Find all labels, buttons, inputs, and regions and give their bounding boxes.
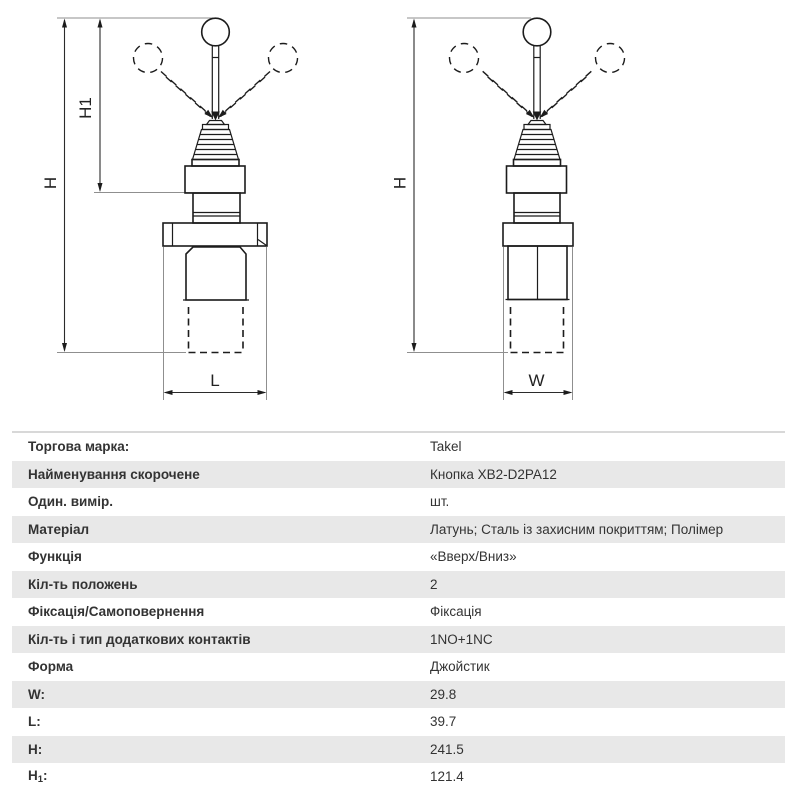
spec-label: Форма: [28, 659, 74, 675]
spec-value: шт.: [430, 494, 450, 510]
spec-value: Фіксація: [430, 604, 482, 620]
spec-row: [12, 571, 785, 599]
spec-label: Найменування скорочене: [28, 466, 200, 482]
spec-row: [12, 626, 785, 654]
dim-label-h-front: H: [41, 176, 60, 190]
spec-value: 121.4: [430, 769, 464, 785]
spec-label: Фіксація/Самоповернення: [28, 604, 205, 620]
spec-label: H:: [28, 741, 43, 757]
dim-label-w: W: [528, 371, 545, 390]
spec-row: [12, 763, 785, 791]
spec-label: Кіл-ть положень: [28, 576, 138, 592]
spec-row: [12, 543, 785, 571]
spec-row: [12, 681, 785, 709]
spec-row: [12, 653, 785, 681]
spec-label: Торгова марка:: [28, 439, 130, 455]
spec-value: Латунь; Сталь із захисним покриттям; Полімер: [430, 521, 724, 537]
spec-row: [12, 433, 785, 461]
spec-value: Джойстик: [430, 659, 490, 675]
spec-label: Функція: [28, 549, 82, 565]
joystick-front-view: [41, 18, 298, 400]
spec-value: «Вверх/Вниз»: [430, 549, 517, 565]
joystick-side-view: [391, 18, 625, 400]
spec-table: [12, 431, 785, 791]
spec-row: [12, 736, 785, 764]
spec-row: [12, 461, 785, 489]
spec-row: [12, 516, 785, 544]
spec-label: W:: [28, 686, 45, 702]
dim-label-l: L: [210, 371, 220, 390]
spec-label: Кіл-ть і тип додаткових контактів: [28, 631, 251, 647]
spec-value: Takel: [430, 439, 462, 455]
spec-row: [12, 488, 785, 516]
spec-value: 241.5: [430, 741, 464, 757]
spec-value: 29.8: [430, 686, 457, 702]
spec-label: Матеріал: [28, 521, 90, 537]
spec-label: L:: [28, 714, 41, 730]
dim-label-h-side: H: [390, 176, 410, 190]
spec-label: Один. вимір.: [28, 494, 114, 510]
spec-value: 39.7: [430, 714, 457, 730]
spec-row: [12, 708, 785, 736]
spec-row: [12, 598, 785, 626]
dim-label-h1: H1: [76, 97, 95, 119]
spec-value: 2: [430, 576, 438, 592]
spec-value: Кнопка XB2-D2PA12: [430, 466, 557, 482]
spec-label: $H_1$:: [28, 768, 48, 786]
spec-value: 1NO+1NC: [430, 631, 493, 647]
